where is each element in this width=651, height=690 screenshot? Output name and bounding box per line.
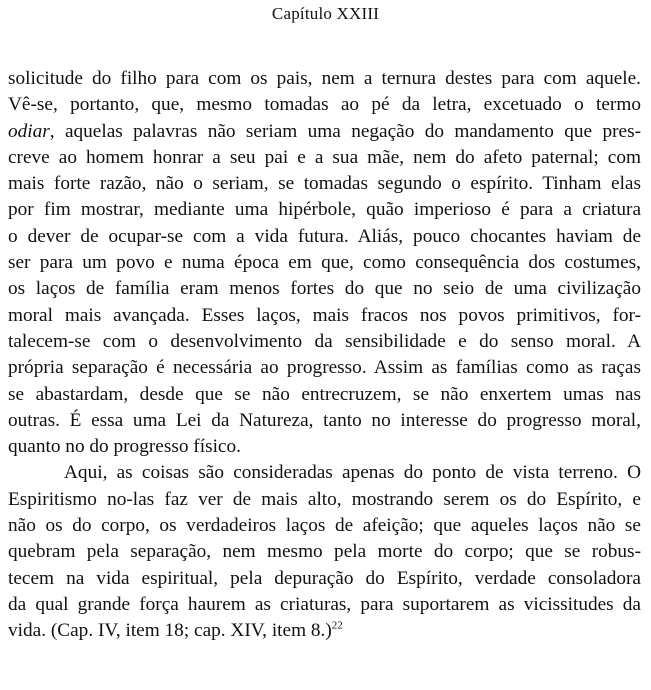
text-line: outras. É essa uma Lei da Natureza, tanto no interesse do progresso moral, [8, 409, 641, 431]
text-line: solicitude do filho para com os pais, nem a ternura destes para com aquele. [8, 68, 641, 89]
text-line [8, 618, 641, 644]
text-line: tecem na vida espiritual, pela depuração do Espírito, verdade consoladora [8, 567, 641, 589]
text-line: Vê-se, portanto, que, mesmo tomadas ao pé da letra, excetuado o termo [8, 94, 641, 116]
text-line: quanto no do progresso físico. [8, 436, 241, 458]
text-line: por fim mostrar, mediante uma hipérbole, quão imperioso é para a criatura [8, 199, 641, 221]
text-fragment: vida. (Cap. IV, item 18; cap. XIV, item 8.) [8, 620, 332, 642]
text-line: mais forte razão, não o seriam, se tomadas segundo o espírito. Tinham elas [8, 173, 641, 195]
text-line: da qual grande força haurem as criaturas, para suportarem as vicissitudes da [8, 593, 641, 615]
text-line: ser para um povo e numa época em que, como consequência dos costumes, [8, 252, 641, 274]
text-line: talecem-se com o desenvolvimento da sensibilidade e do senso moral. A [8, 330, 641, 352]
text-line: creve ao homem honrar a seu pai e a sua mãe, nem do afeto paternal; com [8, 146, 641, 168]
italic-term: odiar [8, 120, 50, 142]
text-line: os laços de família eram menos fortes do que no seio de uma civilização [8, 278, 641, 300]
text-line: quebram pela separação, nem mesmo pela morte do corpo; que se robus- [8, 541, 641, 563]
text-line: não os do corpo, os verdadeiros laços de afeição; que aqueles laços não se [8, 515, 641, 537]
paragraph [8, 66, 641, 460]
running-head: Capítulo XXIII [271, 4, 380, 23]
text-line [8, 119, 641, 145]
text-line: moral mais avançada. Esses laços, mais fracos nos povos primitivos, for- [8, 304, 641, 326]
paragraph [8, 460, 641, 644]
body-text [8, 66, 641, 645]
text-line: se abastardam, desde que se não entrecruzem, se não enxertem umas nas [8, 383, 641, 405]
text-line: Espiritismo no-las faz ver de mais alto, mostrando serem os do Espírito, e [8, 488, 641, 510]
footnote-reference[interactable]: 22 [331, 619, 343, 632]
text-line: própria separação é necessária ao progresso. Assim as famílias como as raças [8, 357, 641, 379]
text-fragment: , aquelas palavras não seriam uma negação do mandamento que pres- [49, 120, 641, 142]
text-line: Aqui, as coisas são consideradas apenas do ponto de vista terreno. O [64, 462, 641, 484]
text-line: o dever de ocupar-se com a vida futura. Aliás, pouco chocantes haviam de [8, 225, 641, 247]
